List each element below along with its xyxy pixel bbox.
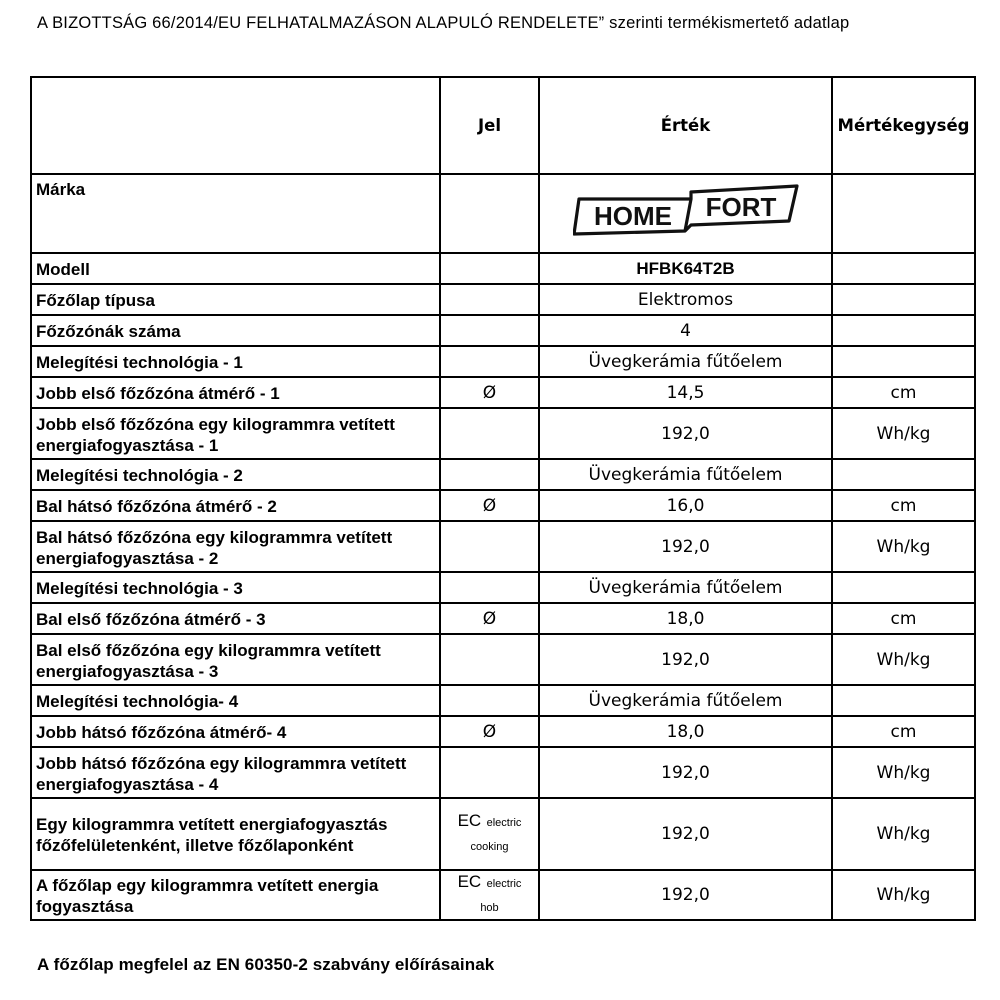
row-symbol <box>440 346 539 377</box>
row-symbol: Ø <box>440 716 539 747</box>
table-row <box>31 408 975 459</box>
homefort-logo-graphic <box>573 184 799 238</box>
table-row <box>31 315 975 346</box>
table-row <box>31 253 975 284</box>
row-unit <box>832 315 975 346</box>
row-symbol <box>440 572 539 603</box>
document-heading: A BIZOTTSÁG 66/2014/EU FELHATALMAZÁSON ALAPULÓ RENDELETE” szerinti termékismertető adatlap <box>37 14 850 32</box>
ec-symbol <box>458 810 522 858</box>
row-symbol <box>440 634 539 685</box>
brand-row <box>31 174 975 253</box>
row-value: 14,5 <box>539 377 832 408</box>
brand-label: Márka <box>31 174 440 253</box>
row-value: HFBK64T2B <box>539 253 832 284</box>
row-param: Bal hátsó főzőzóna átmérő - 2 <box>31 490 440 521</box>
table-row <box>31 572 975 603</box>
brand-logo-cell <box>539 174 832 253</box>
row-param: Modell <box>31 253 440 284</box>
table-row <box>31 346 975 377</box>
row-unit <box>832 346 975 377</box>
row-unit: cm <box>832 716 975 747</box>
table-row-ec <box>31 798 975 870</box>
row-value: 192,0 <box>539 634 832 685</box>
row-symbol <box>440 798 539 870</box>
row-value: 192,0 <box>539 798 832 870</box>
row-value: 4 <box>539 315 832 346</box>
row-param: Bal első főzőzóna egy kilogrammra vetített energiafogyasztása - 3 <box>31 634 440 685</box>
row-symbol <box>440 870 539 920</box>
ec-symbol-main: EC <box>457 811 482 830</box>
table-row <box>31 284 975 315</box>
table-row <box>31 459 975 490</box>
compliance-note: A főzőlap megfelel az EN 60350-2 szabvány előírásainak <box>37 955 495 974</box>
row-unit <box>832 459 975 490</box>
logo-home-text: HOME <box>593 201 672 231</box>
row-param: Főzőzónák száma <box>31 315 440 346</box>
homefort-logo <box>573 184 799 238</box>
ec-symbol-sub1: electric <box>486 878 522 890</box>
header-unit: Mértékegység <box>832 77 975 174</box>
row-unit: cm <box>832 377 975 408</box>
row-symbol: Ø <box>440 603 539 634</box>
row-param: Bal első főzőzóna átmérő - 3 <box>31 603 440 634</box>
row-param: Egy kilogrammra vetített energiafogyasztás főzőfelületenként, illetve főzőlaponként <box>31 798 440 870</box>
product-data-table <box>30 76 976 921</box>
table-header-row <box>31 77 975 174</box>
row-symbol <box>440 284 539 315</box>
row-unit: Wh/kg <box>832 634 975 685</box>
ec-symbol-sub2: cooking <box>470 841 509 853</box>
row-symbol: Ø <box>440 490 539 521</box>
brand-symbol-cell <box>440 174 539 253</box>
row-param: Jobb első főzőzóna átmérő - 1 <box>31 377 440 408</box>
row-unit <box>832 284 975 315</box>
row-param: Bal hátsó főzőzóna egy kilogrammra vetített energiafogyasztása - 2 <box>31 521 440 572</box>
row-unit: Wh/kg <box>832 408 975 459</box>
row-value: Üvegkerámia fűtőelem <box>539 685 832 716</box>
row-value: 192,0 <box>539 870 832 920</box>
row-unit <box>832 685 975 716</box>
row-symbol <box>440 408 539 459</box>
row-unit: Wh/kg <box>832 798 975 870</box>
header-value: Érték <box>539 77 832 174</box>
logo-fort-text: FORT <box>705 192 776 222</box>
row-value: Üvegkerámia fűtőelem <box>539 459 832 490</box>
brand-unit-cell <box>832 174 975 253</box>
row-symbol <box>440 521 539 572</box>
table-row <box>31 490 975 521</box>
ec-symbol-sub2: hob <box>480 902 499 914</box>
table-row-ec <box>31 870 975 920</box>
table-row <box>31 634 975 685</box>
row-param: A főzőlap egy kilogrammra vetített energia fogyasztása <box>31 870 440 920</box>
table-row <box>31 603 975 634</box>
row-value: 192,0 <box>539 747 832 798</box>
table-row <box>31 685 975 716</box>
row-symbol <box>440 459 539 490</box>
row-unit: Wh/kg <box>832 870 975 920</box>
ec-symbol <box>458 871 522 919</box>
row-unit: Wh/kg <box>832 747 975 798</box>
row-value: Elektromos <box>539 284 832 315</box>
row-value: 192,0 <box>539 521 832 572</box>
table-row <box>31 716 975 747</box>
row-param: Melegítési technológia- 4 <box>31 685 440 716</box>
row-unit: cm <box>832 490 975 521</box>
header-symbol: Jel <box>440 77 539 174</box>
row-symbol <box>440 685 539 716</box>
row-symbol: Ø <box>440 377 539 408</box>
row-param: Főzőlap típusa <box>31 284 440 315</box>
row-value: 16,0 <box>539 490 832 521</box>
row-value: 18,0 <box>539 716 832 747</box>
row-unit <box>832 253 975 284</box>
row-symbol <box>440 253 539 284</box>
header-param <box>31 77 440 174</box>
row-unit <box>832 572 975 603</box>
row-value: Üvegkerámia fűtőelem <box>539 572 832 603</box>
table-row <box>31 521 975 572</box>
row-param: Melegítési technológia - 2 <box>31 459 440 490</box>
row-param: Melegítési technológia - 3 <box>31 572 440 603</box>
row-param: Melegítési technológia - 1 <box>31 346 440 377</box>
row-symbol <box>440 747 539 798</box>
row-param: Jobb hátsó főzőzóna egy kilogrammra vetített energiafogyasztása - 4 <box>31 747 440 798</box>
row-value: 18,0 <box>539 603 832 634</box>
ec-symbol-main: EC <box>457 872 482 891</box>
row-unit: Wh/kg <box>832 521 975 572</box>
row-param: Jobb első főzőzóna egy kilogrammra vetített energiafogyasztása - 1 <box>31 408 440 459</box>
row-symbol <box>440 315 539 346</box>
row-value: Üvegkerámia fűtőelem <box>539 346 832 377</box>
table-row <box>31 377 975 408</box>
row-param: Jobb hátsó főzőzóna átmérő- 4 <box>31 716 440 747</box>
row-value: 192,0 <box>539 408 832 459</box>
table-row <box>31 747 975 798</box>
ec-symbol-sub1: electric <box>486 817 522 829</box>
row-unit: cm <box>832 603 975 634</box>
